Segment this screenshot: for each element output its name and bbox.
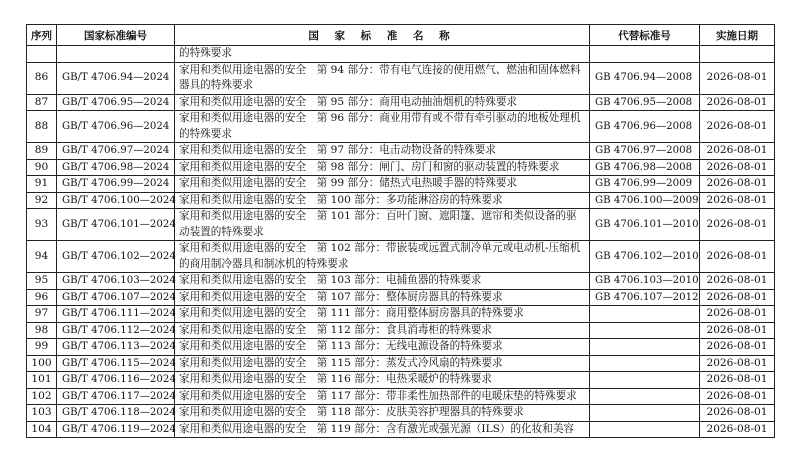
- standard-code-cell: GB/T 4706.96—2024: [57, 111, 175, 143]
- table-row: [27, 388, 775, 405]
- table-row: [27, 111, 775, 143]
- replaced-standard-cell: [590, 322, 700, 339]
- serial-cell: 91: [27, 176, 57, 193]
- table-row: [27, 209, 775, 241]
- header-implementation-date: 实施日期: [700, 25, 775, 46]
- table-row: [27, 94, 775, 111]
- standard-title-cell: 家用和类似用途电器的安全 第 102 部分：带嵌装或远置式制冷单元或电动机-压缩机的商用制冷器具和制冰机的特殊要求: [175, 241, 590, 273]
- replaced-standard-cell: GB 4706.94—2008: [590, 62, 700, 94]
- standard-code-cell: GB/T 4706.94—2024: [57, 62, 175, 94]
- replaced-standard-cell: GB 4706.95—2008: [590, 94, 700, 111]
- serial-cell: 97: [27, 306, 57, 323]
- table-row: [27, 355, 775, 372]
- standard-code-cell: GB/T 4706.107—2024: [57, 289, 175, 306]
- serial-cell: 95: [27, 273, 57, 290]
- standard-title-cell: 家用和类似用途电器的安全 第 101 部分：百叶门窗、遮阳篷、遮帘和类似设备的驱动装置的特殊要求: [175, 209, 590, 241]
- continuation-title-cell: 的特殊要求: [175, 46, 590, 63]
- replaced-standard-cell: [590, 339, 700, 356]
- table-row: [27, 159, 775, 176]
- serial-cell: 93: [27, 209, 57, 241]
- standard-title-cell: 家用和类似用途电器的安全 第 118 部分：皮肤美容护理器具的特殊要求: [175, 405, 590, 422]
- replaced-standard-cell: GB 4706.103—2010: [590, 273, 700, 290]
- table-row: [27, 62, 775, 94]
- standard-code-cell: GB/T 4706.97—2024: [57, 143, 175, 160]
- implementation-date-cell: 2026-08-01: [700, 355, 775, 372]
- standard-title-cell: 家用和类似用途电器的安全 第 98 部分：闸门、房门和窗的驱动装置的特殊要求: [175, 159, 590, 176]
- standards-table: [26, 24, 775, 438]
- table-row: [27, 372, 775, 389]
- serial-cell: 100: [27, 355, 57, 372]
- table-row: [27, 273, 775, 290]
- standard-code-cell: GB/T 4706.116—2024: [57, 372, 175, 389]
- serial-cell: 89: [27, 143, 57, 160]
- continuation-serial-cell: [27, 46, 57, 63]
- replaced-standard-cell: GB 4706.96—2008: [590, 111, 700, 143]
- replaced-standard-cell: [590, 388, 700, 405]
- standard-title-cell: 家用和类似用途电器的安全 第 99 部分：储热式电热暖手器的特殊要求: [175, 176, 590, 193]
- standard-title-cell: 家用和类似用途电器的安全 第 97 部分：电击动物设备的特殊要求: [175, 143, 590, 160]
- standard-title-cell: 家用和类似用途电器的安全 第 117 部分：带非柔性加热部件的电暖床垫的特殊要求: [175, 388, 590, 405]
- replaced-standard-cell: GB 4706.99—2009: [590, 176, 700, 193]
- standard-code-cell: GB/T 4706.103—2024: [57, 273, 175, 290]
- implementation-date-cell: 2026-08-01: [700, 62, 775, 94]
- replaced-standard-cell: GB 4706.107—2012: [590, 289, 700, 306]
- header-standard-title: 国 家 标 准 名 称: [175, 25, 590, 46]
- table-row: [27, 241, 775, 273]
- table-body: [27, 46, 775, 438]
- standard-code-cell: GB/T 4706.117—2024: [57, 388, 175, 405]
- standard-code-cell: GB/T 4706.99—2024: [57, 176, 175, 193]
- replaced-standard-cell: GB 4706.97—2008: [590, 143, 700, 160]
- serial-cell: 104: [27, 421, 57, 438]
- table-row: [27, 306, 775, 323]
- table-row: [27, 405, 775, 422]
- standard-code-cell: GB/T 4706.102—2024: [57, 241, 175, 273]
- implementation-date-cell: 2026-08-01: [700, 322, 775, 339]
- implementation-date-cell: 2026-08-01: [700, 94, 775, 111]
- standard-title-cell: 家用和类似用途电器的安全 第 113 部分：无线电源设备的特殊要求: [175, 339, 590, 356]
- replaced-standard-cell: GB 4706.102—2010: [590, 241, 700, 273]
- table-row: [27, 322, 775, 339]
- serial-cell: 88: [27, 111, 57, 143]
- standard-code-cell: GB/T 4706.101—2024: [57, 209, 175, 241]
- continuation-date-cell: [700, 46, 775, 63]
- serial-cell: 92: [27, 192, 57, 209]
- implementation-date-cell: 2026-08-01: [700, 421, 775, 438]
- continuation-code-cell: [57, 46, 175, 63]
- implementation-date-cell: 2026-08-01: [700, 159, 775, 176]
- standard-code-cell: GB/T 4706.95—2024: [57, 94, 175, 111]
- implementation-date-cell: 2026-08-01: [700, 388, 775, 405]
- continuation-row: [27, 46, 775, 63]
- implementation-date-cell: 2026-08-01: [700, 143, 775, 160]
- replaced-standard-cell: [590, 421, 700, 438]
- serial-cell: 98: [27, 322, 57, 339]
- table-row: [27, 176, 775, 193]
- table-row: [27, 289, 775, 306]
- serial-cell: 90: [27, 159, 57, 176]
- implementation-date-cell: 2026-08-01: [700, 306, 775, 323]
- table-row: [27, 339, 775, 356]
- serial-cell: 96: [27, 289, 57, 306]
- standard-code-cell: GB/T 4706.118—2024: [57, 405, 175, 422]
- implementation-date-cell: 2026-08-01: [700, 111, 775, 143]
- replaced-standard-cell: GB 4706.101—2010: [590, 209, 700, 241]
- serial-cell: 103: [27, 405, 57, 422]
- standard-code-cell: GB/T 4706.119—2024: [57, 421, 175, 438]
- replaced-standard-cell: GB 4706.98—2008: [590, 159, 700, 176]
- replaced-standard-cell: GB 4706.100—2009: [590, 192, 700, 209]
- table-header-row: [27, 25, 775, 46]
- standard-title-cell: 家用和类似用途电器的安全 第 96 部分：商业用带有或不带有牵引驱动的地板处理机的特殊要求: [175, 111, 590, 143]
- table-row: [27, 192, 775, 209]
- standard-title-cell: 家用和类似用途电器的安全 第 100 部分：多功能淋浴房的特殊要求: [175, 192, 590, 209]
- serial-cell: 86: [27, 62, 57, 94]
- header-standard-code: 国家标准编号: [57, 25, 175, 46]
- replaced-standard-cell: [590, 306, 700, 323]
- implementation-date-cell: 2026-08-01: [700, 339, 775, 356]
- implementation-date-cell: 2026-08-01: [700, 405, 775, 422]
- implementation-date-cell: 2026-08-01: [700, 241, 775, 273]
- implementation-date-cell: 2026-08-01: [700, 209, 775, 241]
- replaced-standard-cell: [590, 405, 700, 422]
- standard-code-cell: GB/T 4706.100—2024: [57, 192, 175, 209]
- serial-cell: 101: [27, 372, 57, 389]
- standard-code-cell: GB/T 4706.98—2024: [57, 159, 175, 176]
- serial-cell: 102: [27, 388, 57, 405]
- implementation-date-cell: 2026-08-01: [700, 372, 775, 389]
- standard-title-cell: 家用和类似用途电器的安全 第 119 部分：含有激光或强光源（ILS）的化妆和美容: [175, 421, 590, 438]
- standard-code-cell: GB/T 4706.113—2024: [57, 339, 175, 356]
- serial-cell: 99: [27, 339, 57, 356]
- implementation-date-cell: 2026-08-01: [700, 176, 775, 193]
- table-row: [27, 421, 775, 438]
- implementation-date-cell: 2026-08-01: [700, 289, 775, 306]
- standard-title-cell: 家用和类似用途电器的安全 第 111 部分：商用整体厨房器具的特殊要求: [175, 306, 590, 323]
- standard-title-cell: 家用和类似用途电器的安全 第 103 部分：电捕鱼器的特殊要求: [175, 273, 590, 290]
- standards-table-page: [26, 24, 774, 438]
- standard-title-cell: 家用和类似用途电器的安全 第 107 部分：整体厨房器具的特殊要求: [175, 289, 590, 306]
- continuation-replaced-cell: [590, 46, 700, 63]
- standard-title-cell: 家用和类似用途电器的安全 第 112 部分：食具消毒柜的特殊要求: [175, 322, 590, 339]
- replaced-standard-cell: [590, 372, 700, 389]
- standard-code-cell: GB/T 4706.111—2024: [57, 306, 175, 323]
- standard-code-cell: GB/T 4706.112—2024: [57, 322, 175, 339]
- implementation-date-cell: 2026-08-01: [700, 273, 775, 290]
- standard-title-cell: 家用和类似用途电器的安全 第 94 部分：带有电气连接的使用燃气、燃油和固体燃料器具的特殊要求: [175, 62, 590, 94]
- standard-title-cell: 家用和类似用途电器的安全 第 115 部分：蒸发式冷风扇的特殊要求: [175, 355, 590, 372]
- standard-title-cell: 家用和类似用途电器的安全 第 116 部分：电热采暖炉的特殊要求: [175, 372, 590, 389]
- header-serial: 序列: [27, 25, 57, 46]
- replaced-standard-cell: [590, 355, 700, 372]
- table-row: [27, 143, 775, 160]
- standard-code-cell: GB/T 4706.115—2024: [57, 355, 175, 372]
- serial-cell: 94: [27, 241, 57, 273]
- implementation-date-cell: 2026-08-01: [700, 192, 775, 209]
- standard-title-cell: 家用和类似用途电器的安全 第 95 部分：商用电动抽油烟机的特殊要求: [175, 94, 590, 111]
- serial-cell: 87: [27, 94, 57, 111]
- header-replaced-standard: 代替标准号: [590, 25, 700, 46]
